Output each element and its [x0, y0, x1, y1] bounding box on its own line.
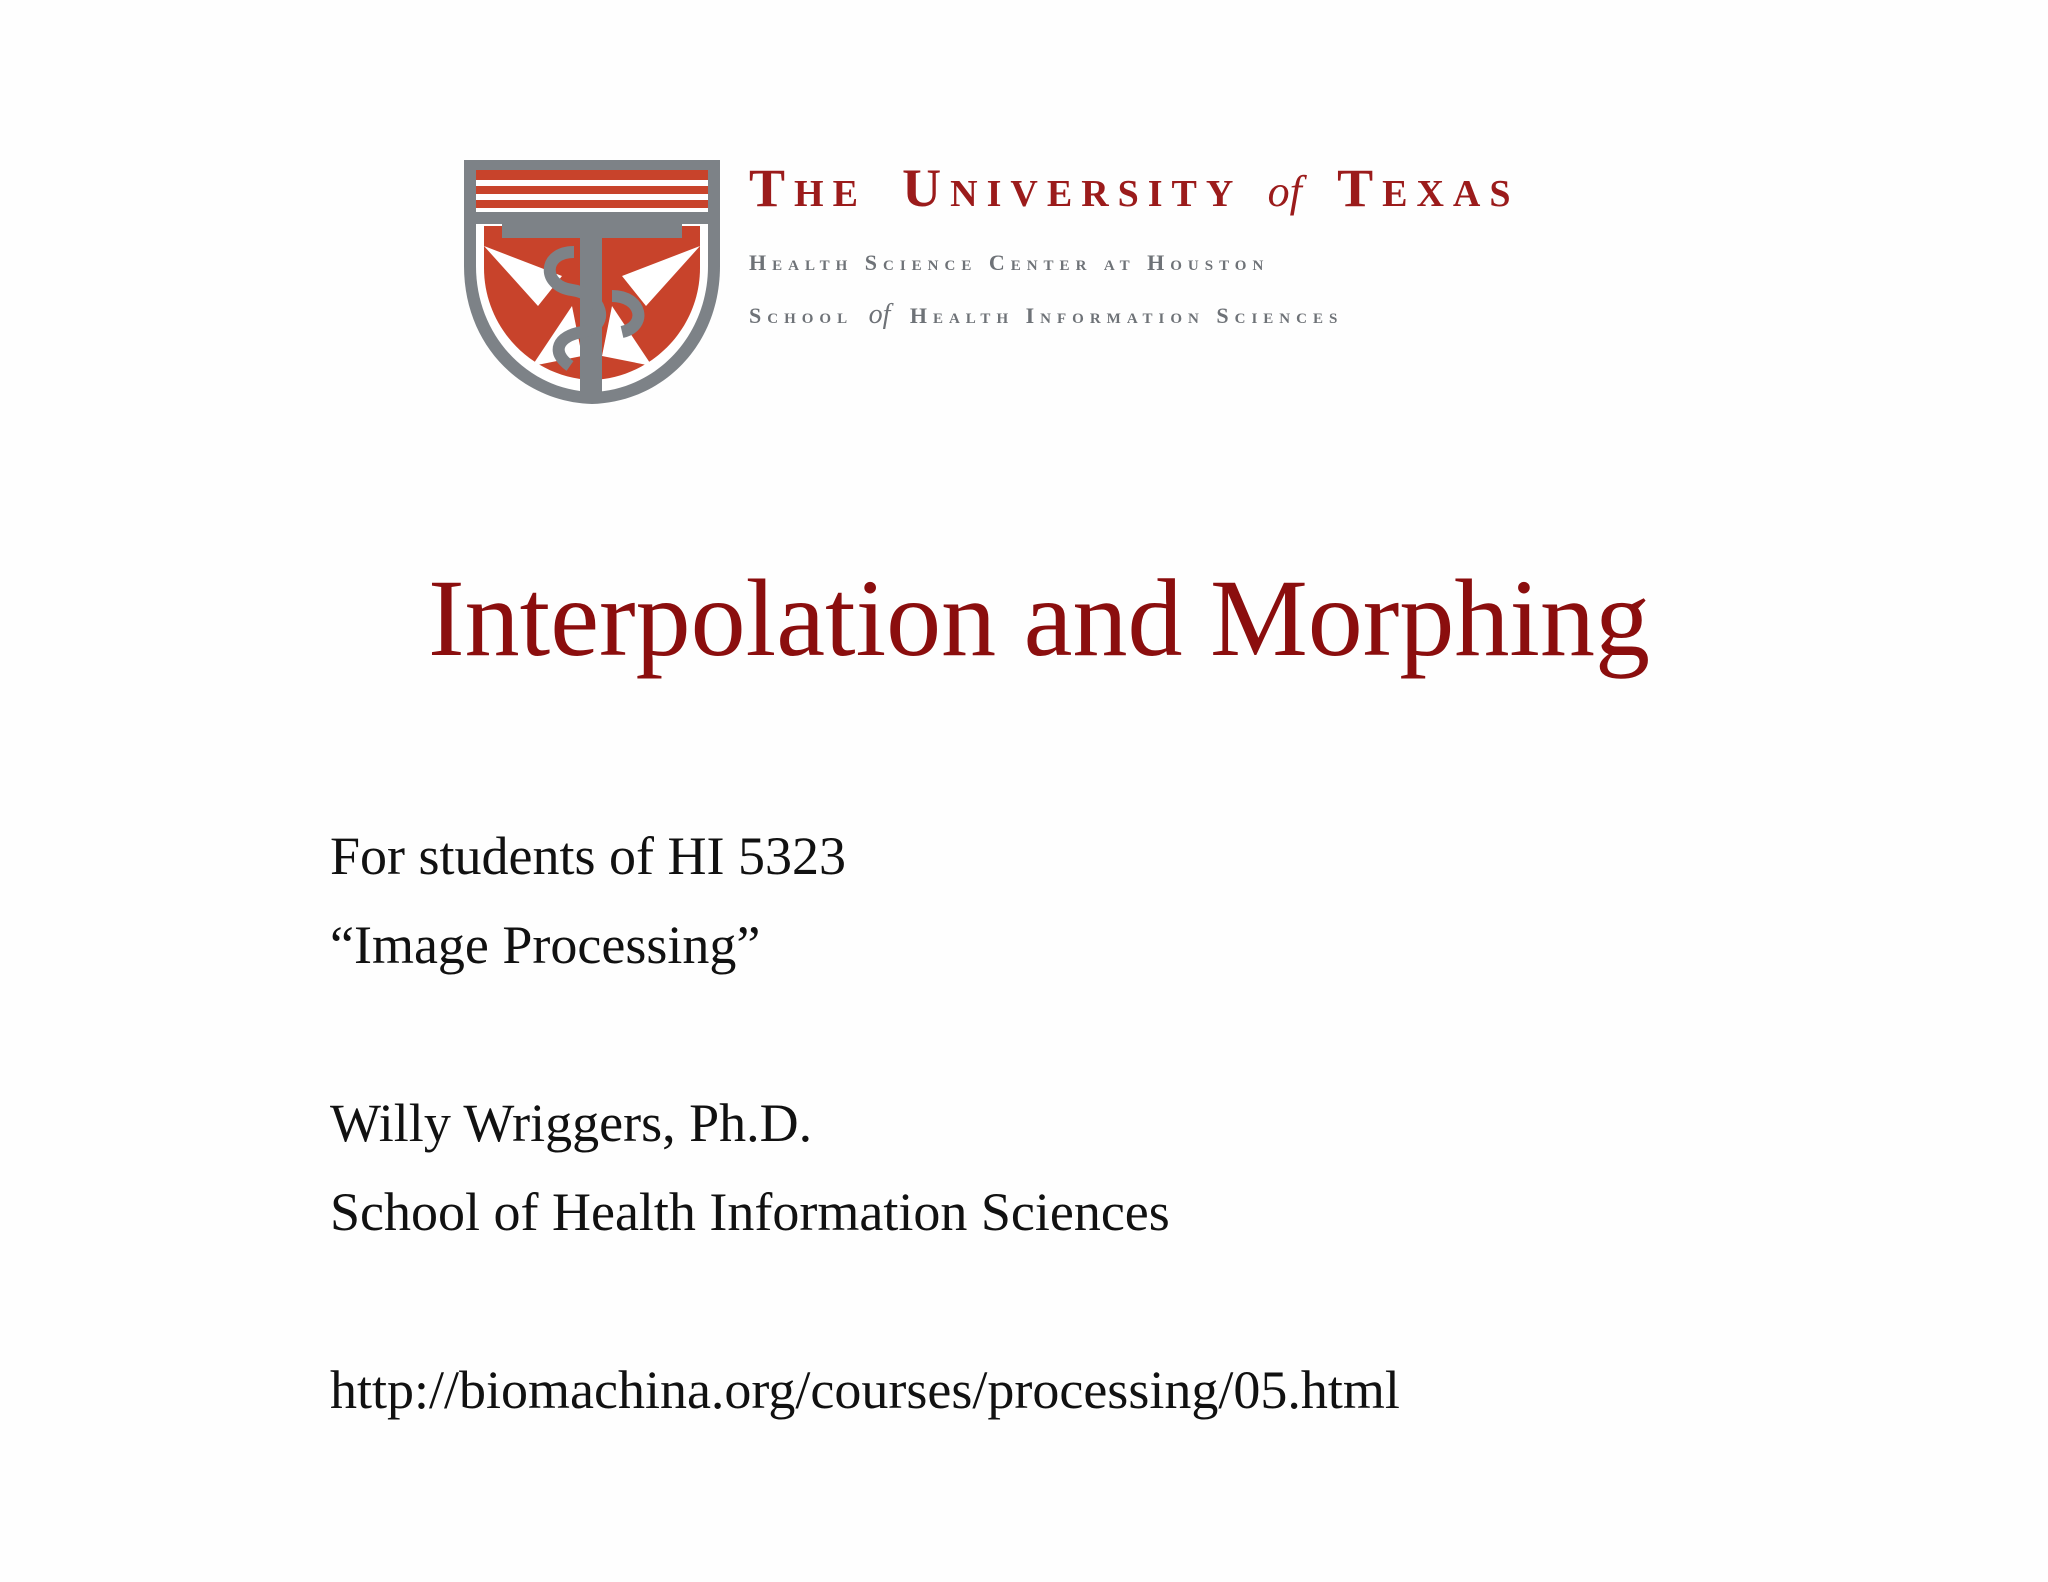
university-logo-block — [462, 156, 1582, 416]
texas-word: Texas — [1337, 158, 1520, 218]
slide-body — [330, 812, 1400, 1435]
course-name-line: “Image Processing” — [330, 915, 761, 975]
health-science-center-line: Health Science Center at Houston — [749, 250, 1270, 275]
school-of-word: of — [868, 299, 891, 330]
the-word: The — [749, 158, 867, 218]
university-word: University — [902, 158, 1243, 218]
affiliation-line: School of Health Information Sciences — [330, 1182, 1170, 1242]
author-line: Willy Wriggers, Ph.D. — [330, 1093, 813, 1153]
university-name — [749, 160, 1589, 335]
spacer — [330, 990, 1400, 1079]
university-title-line — [749, 160, 1589, 224]
course-line: For students of HI 5323 — [330, 826, 846, 886]
of-word: of — [1267, 167, 1302, 216]
school-name: Health Information Sciences — [909, 303, 1344, 328]
course-url-link[interactable]: http://biomachina.org/courses/processing/05.html — [330, 1360, 1400, 1420]
slide-title: Interpolation and Morphing — [428, 557, 1650, 679]
uthealth-seal-logo — [462, 156, 722, 406]
school-line — [749, 296, 1589, 335]
school-word: School — [749, 303, 854, 328]
spacer — [330, 1257, 1400, 1346]
